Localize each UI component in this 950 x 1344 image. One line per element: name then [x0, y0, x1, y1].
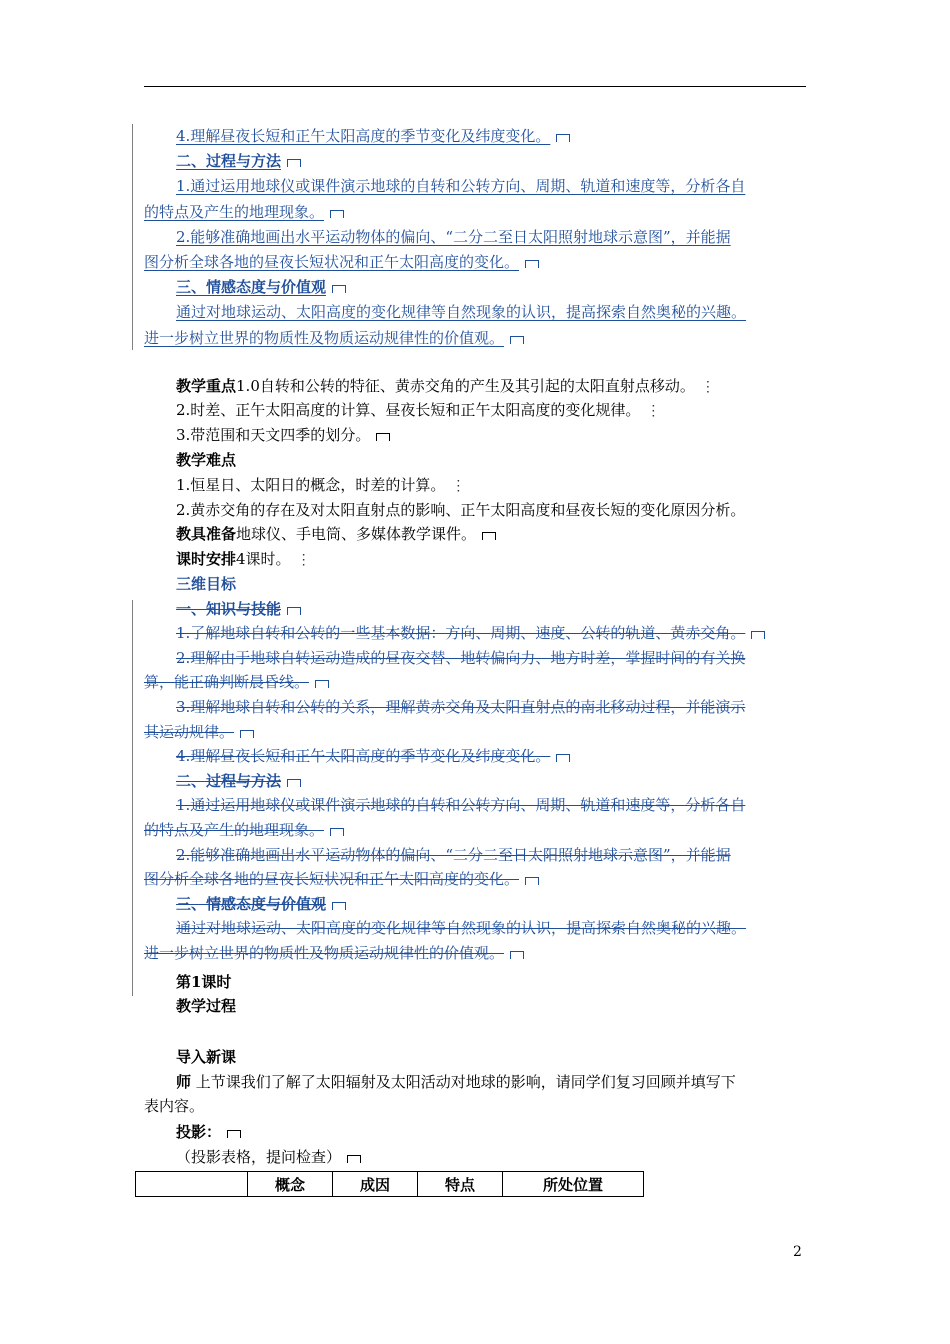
deleted-objective-line — [144, 793, 808, 817]
paragraph-mark-icon: ⋮ — [700, 379, 715, 395]
lesson-title: 第1课时 — [176, 973, 232, 991]
deleted-objective-line — [144, 695, 808, 719]
difficulty-line — [144, 498, 808, 522]
deleted-objective-line — [144, 769, 808, 793]
deleted-objective-text: 三维目标 — [176, 575, 237, 593]
teacher-text-2: 表内容。 — [144, 1097, 205, 1115]
key-point-line — [144, 398, 808, 422]
paragraph-mark-icon — [751, 631, 765, 639]
deleted-objective-line — [144, 572, 808, 596]
paragraph-mark-icon — [330, 828, 344, 836]
objective-text: 二、过程与方法 — [176, 152, 282, 171]
paragraph-mark-icon — [287, 159, 301, 167]
projection-table — [135, 1171, 644, 1197]
paragraph-mark-icon: ⋮ — [451, 478, 466, 494]
objective-text: 图分析全球各地的昼夜长短状况和正午太阳高度的变化。 — [144, 253, 520, 271]
key-point-2: 2.时差、正午太阳高度的计算、昼夜长短和正午太阳高度的变化规律。 — [176, 401, 641, 419]
deleted-objective-line — [144, 867, 808, 891]
paragraph-mark-icon — [556, 754, 570, 762]
table-header-cell: 所处位置 — [503, 1172, 644, 1197]
deleted-objective-line — [144, 621, 808, 645]
paragraph-mark-icon — [315, 680, 329, 688]
projection-note: （投影表格，提问检查） — [176, 1148, 342, 1166]
tools-label: 教具准备 — [176, 525, 237, 543]
paragraph-mark-icon — [510, 951, 524, 959]
difficulty-2: 2.黄赤交角的存在及对太阳直射点的影响、正午太阳高度和昼夜长短的变化原因分析。 — [176, 501, 746, 519]
key-points-label: 教学重点 — [176, 377, 237, 395]
intro-heading: 导入新课 — [176, 1048, 237, 1066]
deleted-objective-text: 4.理解昼夜长短和正午太阳高度的季节变化及纬度变化。 — [176, 747, 551, 766]
paragraph-mark-icon — [287, 779, 301, 787]
paragraph-mark-icon — [287, 607, 301, 615]
objective-line — [144, 149, 808, 173]
deleted-objective-line — [144, 843, 808, 867]
table-header-cell: 成因 — [333, 1172, 418, 1197]
paragraph-mark-icon — [332, 902, 346, 910]
table-header-cell: 概念 — [248, 1172, 333, 1197]
paragraph-mark-icon — [525, 877, 539, 885]
objective-line — [144, 326, 808, 350]
deleted-objective-text: 算，能正确判断晨昏线。 — [144, 673, 310, 692]
key-point-3: 3.带范围和天文四季的划分。 — [176, 426, 371, 444]
deleted-objective-text: 其运动规律。 — [144, 722, 235, 741]
schedule-label: 课时安排 — [176, 550, 237, 568]
key-point-1: 1.0自转和公转的特征、黄赤交角的产生及其引起的太阳直射点移动。 — [236, 377, 695, 395]
projection-line — [144, 1120, 808, 1144]
objective-line — [144, 200, 808, 224]
deleted-objective-text: 1.了解地球自转和公转的一些基本数据：方向、周期、速度、公转的轨道、黄赤交角。 — [176, 624, 746, 643]
deleted-objective-text: 进一步树立世界的物质性及物质运动规律性的价值观。 — [144, 944, 505, 962]
deleted-objective-text: 通过对地球运动、太阳高度的变化规律等自然现象的认识，提高探索自然奥秘的兴趣。 — [176, 919, 747, 938]
paragraph-mark-icon — [330, 210, 344, 218]
teacher-line — [144, 1070, 808, 1094]
objective-line — [144, 250, 808, 274]
objective-line — [144, 300, 808, 324]
deleted-objective-line — [144, 597, 808, 621]
deleted-objective-line — [144, 646, 808, 670]
projection-label: 投影： — [176, 1123, 222, 1141]
deleted-objective-text: 2.能够准确地画出水平运动物体的偏向、“二分二至日太阳照射地球示意图”，并能据 — [176, 845, 731, 864]
table-header-cell — [136, 1172, 248, 1197]
paragraph-mark-icon — [347, 1155, 361, 1163]
key-point-line — [144, 423, 808, 447]
paragraph-mark-icon: ⋮ — [646, 403, 661, 419]
objective-text: 2.能够准确地画出水平运动物体的偏向、“二分二至日太阳照射地球示意图”，并能据 — [176, 227, 731, 246]
deleted-objective-line — [144, 892, 808, 916]
table-header-cell: 特点 — [418, 1172, 503, 1197]
difficulty-line — [144, 473, 808, 497]
objective-line — [144, 225, 808, 249]
paragraph-mark-icon — [510, 336, 524, 344]
table-header-row — [136, 1172, 644, 1197]
teacher-label: 师 — [176, 1073, 192, 1091]
paragraph-mark-icon — [556, 134, 570, 142]
objective-line — [144, 174, 808, 198]
difficulty-1: 1.恒星日、太阳日的概念，时差的计算。 — [176, 476, 446, 494]
deleted-objective-line — [144, 720, 808, 744]
paragraph-mark-icon — [525, 260, 539, 268]
deleted-objective-line — [144, 941, 808, 965]
objective-text: 通过对地球运动、太阳高度的变化规律等自然现象的认识，提高探索自然奥秘的兴趣。 — [176, 303, 747, 322]
change-bar — [132, 124, 133, 350]
page-number: 2 — [793, 1244, 802, 1260]
deleted-objective-text: 一、知识与技能 — [176, 599, 282, 618]
deleted-objective-line — [144, 916, 808, 940]
deleted-objective-text: 二、过程与方法 — [176, 771, 282, 790]
difficulties-label: 教学难点 — [176, 451, 237, 469]
deleted-objective-line — [144, 744, 808, 768]
schedule-text: 4课时。 — [236, 550, 291, 568]
objective-text: 4.理解昼夜长短和正午太阳高度的季节变化及纬度变化。 — [176, 127, 551, 145]
objective-text: 进一步树立世界的物质性及物质运动规律性的价值观。 — [144, 328, 505, 347]
deleted-objective-text: 三、情感态度与价值观 — [176, 894, 327, 913]
deleted-objective-text: 3.理解地球自转和公转的关系，理解黄赤交角及太阳直射点的南北移动过程，并能演示 — [176, 698, 746, 716]
deleted-objective-text: 2.理解由于地球自转运动造成的昼夜交替、地转偏向力、地方时差，掌握时间的有关换 — [176, 648, 746, 667]
objective-line — [144, 275, 808, 299]
tools-text: 地球仪、手电筒、多媒体教学课件。 — [236, 525, 477, 543]
objective-text: 三、情感态度与价值观 — [176, 278, 327, 297]
deleted-objective-line — [144, 818, 808, 842]
schedule-line — [144, 547, 808, 571]
projection-note-line — [144, 1145, 808, 1169]
teacher-text: 上节课我们了解了太阳辐射及太阳活动对地球的影响，请同学们复习回顾并填写下 — [191, 1073, 736, 1091]
paragraph-mark-icon — [482, 532, 496, 540]
objective-line — [144, 124, 808, 148]
deleted-objective-text: 图分析全球各地的昼夜长短状况和正午太阳高度的变化。 — [144, 870, 520, 889]
header-rule — [144, 86, 806, 87]
objective-text: 的特点及产生的地理现象。 — [144, 202, 325, 221]
key-points-line — [144, 374, 808, 398]
paragraph-mark-icon: ⋮ — [296, 552, 311, 568]
paragraph-mark-icon — [227, 1130, 241, 1138]
tools-line — [144, 522, 808, 546]
teacher-line-cont — [144, 1094, 808, 1118]
teaching-process-heading: 教学过程 — [176, 997, 237, 1015]
change-bar — [132, 600, 133, 996]
paragraph-mark-icon — [332, 285, 346, 293]
deleted-objective-text: 1.通过运用地球仪或课件演示地球的自转和公转方向、周期、轨道和速度等，分析各自 — [176, 796, 746, 815]
deleted-objective-line — [144, 670, 808, 694]
paragraph-mark-icon — [376, 433, 390, 441]
objective-text: 1.通过运用地球仪或课件演示地球的自转和公转方向、周期、轨道和速度等，分析各自 — [176, 177, 746, 196]
deleted-objective-text: 的特点及产生的地理现象。 — [144, 821, 325, 839]
paragraph-mark-icon — [240, 730, 254, 738]
